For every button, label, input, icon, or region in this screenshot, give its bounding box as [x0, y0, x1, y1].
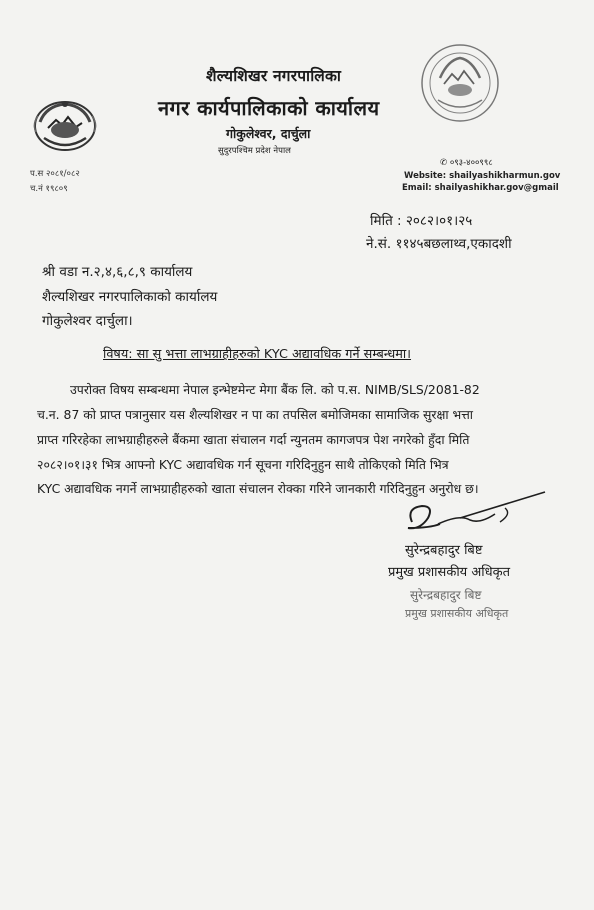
nepal-emblem-logo: [26, 94, 104, 154]
body-line-1: उपरोक्त विषय सम्बन्धमा नेपाल इन्भेष्टमेन्ट मेगा बैंक लि. को प.स. NIMB/SLS/2081-82: [70, 382, 480, 397]
province-name: सुदुरपश्चिम प्रदेश नेपाल: [218, 146, 291, 156]
office-title: नगर कार्यपालिकाको कार्यालय: [158, 96, 380, 120]
phone-icon: ✆: [440, 158, 450, 168]
office-location: गोकुलेश्वर, दार्चुला: [226, 126, 311, 141]
email-text: Email: shailyashikhar.gov@gmail: [402, 183, 559, 193]
recipient-line-2: शैल्यशिखर नगरपालिकाको कार्यालय: [42, 289, 218, 305]
website-text: Website: shailyashikharmun.gov: [404, 171, 561, 181]
body-line-2: च.न. 87 को प्राप्त पत्रानुसार यस शैल्यशिखर न पा का तपसिल बमोजिमका सामाजिक सुरक्षा भत्ता: [37, 407, 473, 422]
letter-date: मिति : २०८२।०१।२५: [370, 213, 473, 229]
name-stamp-title: प्रमुख प्रशासकीय अधिकृत: [405, 607, 509, 620]
signatory-name: सुरेन्द्रबहादुर बिष्ट: [405, 543, 483, 558]
phone-number: ✆ ०९३-४००९९८: [440, 158, 493, 168]
municipal-seal-stamp: [418, 38, 502, 128]
reference-cn: च.नं १९८०९: [30, 184, 68, 194]
recipient-line-3: गोकुलेश्वर दार्चुला।: [42, 313, 133, 329]
letter-subject: विषय: सा सु भत्ता लाभग्राहीहरुको KYC अद्यावधिक गर्ने सम्बन्धमा।: [103, 347, 412, 362]
body-line-3: प्राप्त गरिरहेका लाभग्राहीहरुले बैंकमा खाता संचालन गर्दा न्युनतम कागजपत्र पेश नगरेको हुँदा मिति: [37, 432, 470, 447]
body-line-5: KYC अद्यावधिक नगर्ने लाभग्राहीहरुको खाता संचालन रोक्का गरिने जानकारी गरिदिनुहुन अनुरोध छ।: [37, 481, 479, 496]
recipient-line-1: श्री वडा न.२,४,६,८,९ कार्यालय: [42, 264, 193, 280]
reference-ps: प.स २०८१/०८२: [30, 169, 80, 179]
nepal-sambat-date: ने.सं. ११४५बछलाथ्व,एकादशी: [366, 236, 512, 252]
body-line-4: २०८२।०१।३१ भित्र आफ्नो KYC अद्यावधिक गर्न सूचना गरिदिनुहुन साथै तोकिएको मिति भित्र: [37, 457, 449, 472]
municipality-name: शैल्यशिखर नगरपालिका: [206, 67, 342, 85]
signatory-title: प्रमुख प्रशासकीय अधिकृत: [388, 565, 511, 580]
name-stamp-name: सुरेन्द्रबहादुर बिष्ट: [410, 588, 482, 602]
